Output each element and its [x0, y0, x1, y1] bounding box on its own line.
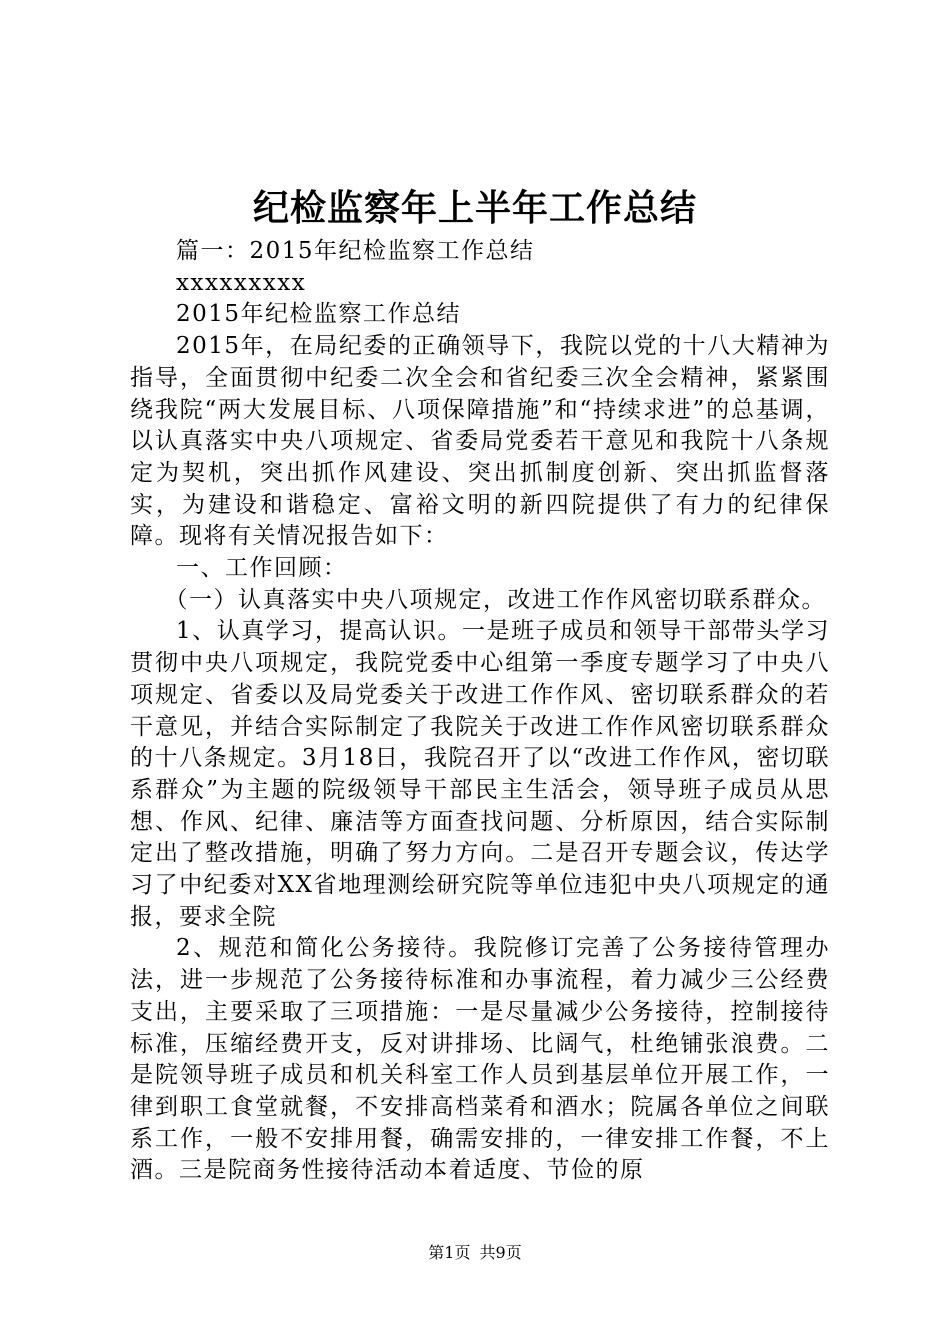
page-number: 第1页 [428, 1243, 471, 1262]
intro-paragraph: 2015年，在局纪委的正确领导下，我院以党的十八大精神为指导，全面贯彻中纪委二次全会和省纪委三次全会精神，紧紧围绕我院“两大发展目标、八项保障措施”和“持续求进”的总基调，以认真落实中央八项规定、省委局党委若干意见和我院十八条规定为契机，突出抓作风建设、突出抓制度创新、突出抓监督落实，为建设和谐稳定、富裕文明的新四院提供了有力的纪律保障。现将有关情况报告如下： [130, 333, 830, 550]
document-title: 纪检监察年上半年工作总结 [252, 188, 697, 229]
author-line: xxxxxxxxx [176, 269, 307, 296]
page-total: 共9页 [479, 1243, 522, 1262]
subsection-heading: （一）认真落实中央八项规定，改进工作作风密切联系群众。 [164, 586, 826, 613]
page-footer [0, 1242, 950, 1264]
section-heading: 篇一：2015年纪检监察工作总结 [176, 238, 535, 264]
body-paragraph: 1、认真学习，提高认识。一是班子成员和领导干部带头学习贯彻中央八项规定，我院党委中心组第一季度专题学习了中央八项规定、省委以及局党委关于改进工作作风、密切联系群众的若干意见，并结合实际制定了我院关于改进工作作风密切联系群众的十八条规定。3月18日，我院召开了以“改进工作作风，密切联系群众”为主题的院级领导干部民主生活会，领导班子成员从思想、作风、纪律、廉洁等方面查找问题、分析原因，结合实际制定出了整改措施，明确了努力方向。二是召开专题会议，传达学习了中纪委对XX省地理测绘研究院等单位违犯中央八项规定的通报，要求全院 [130, 618, 830, 930]
document-body [130, 236, 830, 1187]
subtitle-line: 2015年纪检监察工作总结 [176, 301, 462, 328]
section-heading-review: 一、工作回顾： [176, 555, 348, 582]
body-paragraph: 2、规范和简化公务接待。我院修订完善了公务接待管理办法，进一步规范了公务接待标准和办事流程，着力减少三公经费支出，主要采取了三项措施：一是尽量减少公务接待，控制接待标准，压缩经费开支，反对讲排场、比阔气，杜绝铺张浪费。二是院领导班子成员和机关科室工作人员到基层单位开展工作，一律到职工食堂就餐，不安排高档菜肴和酒水；院属各单位之间联系工作，一般不安排用餐，确需安排的，一律安排工作餐，不上酒。三是院商务性接待活动本着适度、节俭的原 [130, 935, 830, 1184]
